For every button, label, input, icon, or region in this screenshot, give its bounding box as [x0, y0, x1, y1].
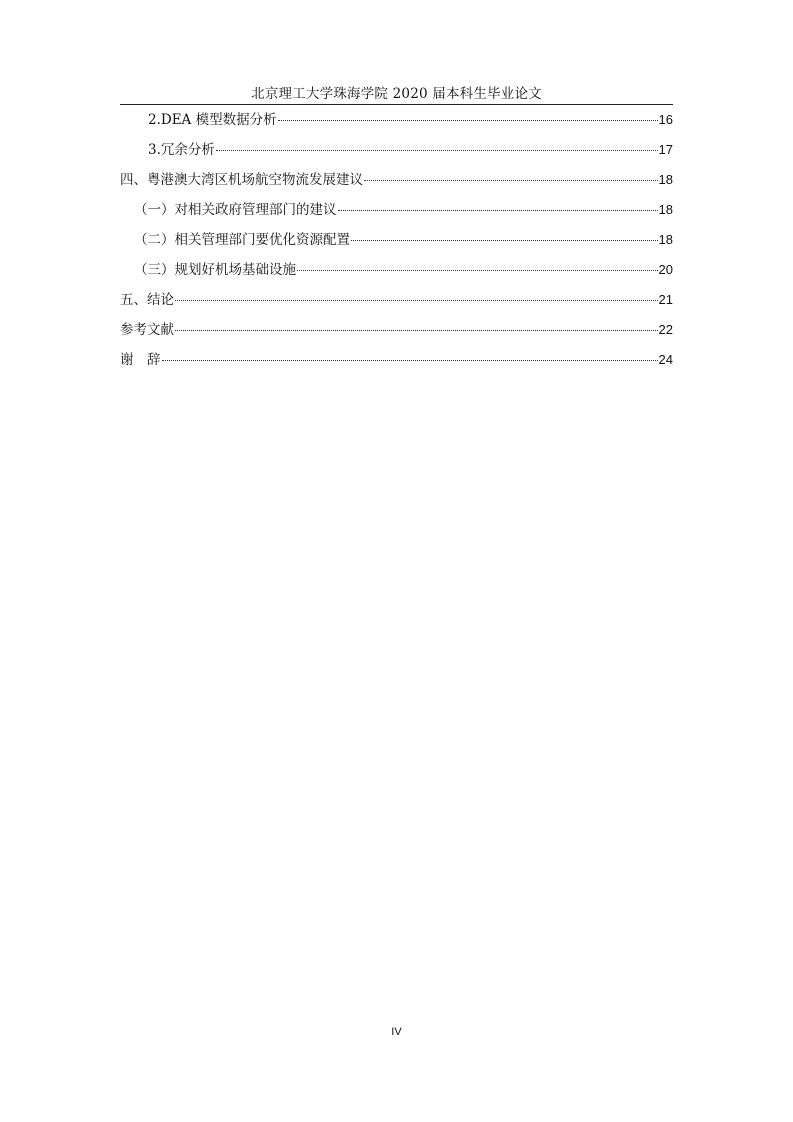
toc-dot-leader — [162, 360, 658, 361]
toc-entry-label: 谢 辞 — [120, 352, 161, 368]
toc-entry-page: 17 — [658, 142, 673, 157]
header-title: 北京理工大学珠海学院 2020 届本科生毕业论文 — [251, 86, 542, 102]
table-of-contents — [120, 108, 673, 378]
toc-entry[interactable] — [120, 168, 673, 198]
footer-page-number: IV — [391, 1026, 402, 1038]
toc-entry-page: 24 — [658, 352, 673, 367]
toc-entry-page: 16 — [658, 112, 673, 127]
toc-entry[interactable] — [120, 258, 673, 288]
toc-entry-page: 18 — [658, 232, 673, 247]
toc-entry-label: （二）相关管理部门要优化资源配置 — [134, 232, 350, 248]
toc-entry-label: 2.DEA 模型数据分析 — [148, 112, 277, 128]
toc-dot-leader — [175, 300, 658, 301]
toc-entry[interactable] — [120, 318, 673, 348]
toc-entry[interactable] — [120, 288, 673, 318]
toc-entry-label: （三）规划好机场基础设施 — [134, 262, 296, 278]
toc-dot-leader — [278, 120, 658, 121]
toc-entry-label: 四、粤港澳大湾区机场航空物流发展建议 — [120, 172, 363, 188]
toc-dot-leader — [364, 180, 658, 181]
toc-dot-leader — [338, 210, 658, 211]
toc-dot-leader — [297, 270, 658, 271]
toc-entry[interactable] — [120, 228, 673, 258]
toc-dot-leader — [175, 330, 658, 331]
toc-entry-page: 21 — [658, 292, 673, 307]
toc-entry-label: 五、结论 — [120, 292, 174, 308]
toc-entry[interactable] — [120, 108, 673, 138]
toc-entry[interactable] — [120, 138, 673, 168]
header-rule — [120, 104, 673, 105]
toc-entry-page: 18 — [658, 202, 673, 217]
toc-entry-label: 3.冗余分析 — [148, 142, 215, 158]
toc-entry-page: 22 — [658, 322, 673, 337]
toc-entry-label: （一）对相关政府管理部门的建议 — [134, 202, 337, 218]
toc-entry-page: 20 — [658, 262, 673, 277]
toc-dot-leader — [351, 240, 658, 241]
toc-dot-leader — [216, 150, 658, 151]
toc-entry[interactable] — [120, 348, 673, 378]
toc-entry-page: 18 — [658, 172, 673, 187]
toc-entry-label: 参考文献 — [120, 322, 174, 338]
toc-entry[interactable] — [120, 198, 673, 228]
